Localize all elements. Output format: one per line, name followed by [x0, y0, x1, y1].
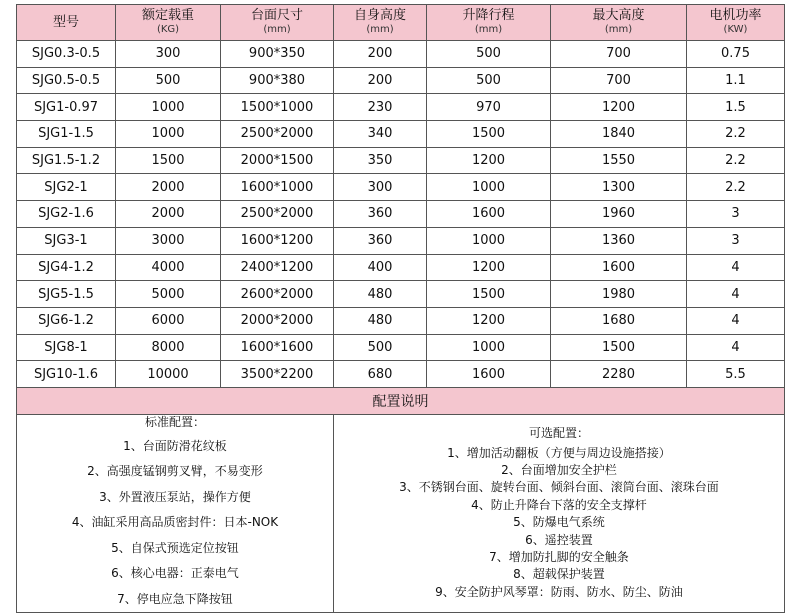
value-cell: 2600*2000 — [221, 281, 334, 308]
value-cell: 1300 — [551, 174, 687, 201]
value-cell: 2.2 — [687, 121, 785, 148]
standard-config-item: 5、自保式预选定位按钮 — [111, 540, 239, 555]
table-row — [17, 41, 785, 68]
value-cell: 700 — [551, 67, 687, 94]
table-row — [17, 121, 785, 148]
spec-table — [16, 4, 785, 613]
header-label: 台面尺寸 — [250, 7, 303, 23]
value-cell: 1550 — [551, 147, 687, 174]
value-cell: 300 — [334, 174, 427, 201]
model-cell: SJG5-1.5 — [17, 281, 116, 308]
value-cell: 2400*1200 — [221, 254, 334, 281]
standard-config-item: 6、核心电器：正泰电气 — [111, 566, 239, 581]
value-cell: 1000 — [116, 94, 221, 121]
header-cell — [116, 5, 221, 41]
value-cell: 4 — [687, 334, 785, 361]
value-cell: 680 — [334, 361, 427, 388]
value-cell: 5000 — [116, 281, 221, 308]
header-cell — [221, 5, 334, 41]
value-cell: 2000*1500 — [221, 147, 334, 174]
value-cell: 1360 — [551, 227, 687, 254]
value-cell: 2500*2000 — [221, 201, 334, 228]
header-unit: (mm) — [474, 23, 503, 35]
standard-config-item: 4、油缸采用高品质密封件：日本-NOK — [71, 515, 279, 530]
model-cell: SJG1-1.5 — [17, 121, 116, 148]
value-cell: 1960 — [551, 201, 687, 228]
value-cell: 1840 — [551, 121, 687, 148]
value-cell: 6000 — [116, 307, 221, 334]
value-cell: 1600*1200 — [221, 227, 334, 254]
header-row — [17, 5, 785, 41]
value-cell: 230 — [334, 94, 427, 121]
value-cell: 1000 — [116, 121, 221, 148]
optional-config — [334, 414, 785, 613]
value-cell: 2500*2000 — [221, 121, 334, 148]
value-cell: 1600 — [427, 201, 551, 228]
value-cell: 8000 — [116, 334, 221, 361]
model-cell: SJG4-1.2 — [17, 254, 116, 281]
model-cell: SJG3-1 — [17, 227, 116, 254]
optional-config-item: 3、不锈钢台面、旋转台面、倾斜台面、滚筒台面、滚珠台面 — [399, 480, 719, 495]
value-cell: 2000 — [116, 174, 221, 201]
value-cell: 1600*1000 — [221, 174, 334, 201]
value-cell: 2000 — [116, 201, 221, 228]
optional-config-item: 6、遥控装置 — [525, 532, 593, 547]
value-cell: 4 — [687, 307, 785, 334]
value-cell: 4 — [687, 254, 785, 281]
value-cell: 0.75 — [687, 41, 785, 68]
header-unit: (mm) — [263, 23, 291, 35]
config-body-row — [17, 414, 785, 613]
table-row — [17, 281, 785, 308]
value-cell: 1600*1600 — [221, 334, 334, 361]
value-cell: 500 — [334, 334, 427, 361]
value-cell: 2280 — [551, 361, 687, 388]
standard-config-title: 标准配置： — [144, 414, 205, 429]
config-section — [17, 387, 785, 612]
value-cell: 400 — [334, 254, 427, 281]
value-cell: 1200 — [427, 147, 551, 174]
header-label: 自身高度 — [353, 7, 406, 23]
value-cell: 1500 — [551, 334, 687, 361]
table-row — [17, 94, 785, 121]
optional-config-item: 2、台面增加安全护栏 — [501, 463, 617, 477]
table-row — [17, 147, 785, 174]
value-cell: 1000 — [427, 174, 551, 201]
value-cell: 4 — [687, 281, 785, 308]
header-label: 额定载重 — [141, 7, 194, 23]
value-cell: 4000 — [116, 254, 221, 281]
value-cell: 10000 — [116, 361, 221, 388]
value-cell: 360 — [334, 227, 427, 254]
value-cell: 350 — [334, 147, 427, 174]
value-cell: 3 — [687, 227, 785, 254]
value-cell: 2000*2000 — [221, 307, 334, 334]
value-cell: 900*380 — [221, 67, 334, 94]
value-cell: 1000 — [427, 227, 551, 254]
value-cell: 700 — [551, 41, 687, 68]
model-cell: SJG6-1.2 — [17, 307, 116, 334]
config-title: 配置说明 — [17, 387, 785, 414]
optional-config-item: 1、增加活动翻板（方便与周边设施搭接） — [447, 445, 671, 460]
table-row — [17, 334, 785, 361]
value-cell: 300 — [116, 41, 221, 68]
value-cell: 1500 — [427, 281, 551, 308]
standard-config — [17, 414, 334, 613]
standard-config-item: 1、台面防滑花纹板 — [123, 438, 227, 453]
standard-config-item: 7、停电应急下降按钮 — [117, 591, 233, 606]
table-header — [17, 5, 785, 41]
header-cell — [334, 5, 427, 41]
header-label: 电机功率 — [709, 7, 762, 23]
value-cell: 1500 — [427, 121, 551, 148]
optional-config-item: 7、增加防扎脚的安全触条 — [489, 549, 629, 564]
value-cell: 1000 — [427, 334, 551, 361]
header-cell — [17, 5, 116, 41]
optional-config-item: 9、安全防护风琴罩：防雨、防水、防尘、防油 — [435, 584, 683, 599]
header-unit: (KG) — [156, 23, 180, 35]
table-row — [17, 67, 785, 94]
model-cell: SJG1-0.97 — [17, 94, 116, 121]
value-cell: 970 — [427, 94, 551, 121]
value-cell: 340 — [334, 121, 427, 148]
value-cell: 1600 — [427, 361, 551, 388]
value-cell: 1500 — [116, 147, 221, 174]
value-cell: 500 — [116, 67, 221, 94]
value-cell: 2.2 — [687, 174, 785, 201]
value-cell: 5.5 — [687, 361, 785, 388]
header-label: 升降行程 — [462, 7, 515, 23]
table-body — [17, 41, 785, 388]
value-cell: 200 — [334, 41, 427, 68]
value-cell: 500 — [427, 41, 551, 68]
model-cell: SJG0.3-0.5 — [17, 41, 116, 68]
model-cell: SJG8-1 — [17, 334, 116, 361]
model-cell: SJG0.5-0.5 — [17, 67, 116, 94]
header-label: 型号 — [52, 14, 79, 30]
header-unit: (mm) — [604, 23, 633, 35]
table-row — [17, 307, 785, 334]
header-label: 最大高度 — [592, 7, 645, 23]
table-row — [17, 361, 785, 388]
header-cell — [687, 5, 785, 41]
value-cell: 1200 — [427, 307, 551, 334]
value-cell: 480 — [334, 307, 427, 334]
table-row — [17, 201, 785, 228]
value-cell: 360 — [334, 201, 427, 228]
value-cell: 500 — [427, 67, 551, 94]
value-cell: 900*350 — [221, 41, 334, 68]
header-cell — [551, 5, 687, 41]
model-cell: SJG10-1.6 — [17, 361, 116, 388]
config-title-row — [17, 387, 785, 414]
model-cell: SJG2-1.6 — [17, 201, 116, 228]
value-cell: 1200 — [427, 254, 551, 281]
header-cell — [427, 5, 551, 41]
value-cell: 1500*1000 — [221, 94, 334, 121]
value-cell: 1680 — [551, 307, 687, 334]
value-cell: 1.5 — [687, 94, 785, 121]
value-cell: 1980 — [551, 281, 687, 308]
value-cell: 480 — [334, 281, 427, 308]
model-cell: SJG1.5-1.2 — [17, 147, 116, 174]
standard-config-item: 2、高强度锰钢剪叉臂，不易变形 — [87, 464, 263, 479]
optional-config-item: 5、防爆电气系统 — [513, 515, 605, 530]
table-row — [17, 254, 785, 281]
standard-config-item: 3、外置液压泵站，操作方便 — [99, 489, 251, 504]
value-cell: 3 — [687, 201, 785, 228]
optional-config-title: 可选配置： — [528, 425, 589, 440]
header-unit: (mm) — [366, 23, 394, 35]
value-cell: 3000 — [116, 227, 221, 254]
header-unit: (KW) — [723, 23, 748, 35]
value-cell: 1200 — [551, 94, 687, 121]
value-cell: 200 — [334, 67, 427, 94]
table-row — [17, 227, 785, 254]
optional-config-item: 4、防止升降台下落的安全支撑杆 — [471, 497, 647, 512]
value-cell: 2.2 — [687, 147, 785, 174]
value-cell: 1600 — [551, 254, 687, 281]
table-row — [17, 174, 785, 201]
optional-config-item: 8、超载保护装置 — [513, 567, 605, 582]
value-cell: 3500*2200 — [221, 361, 334, 388]
value-cell: 1.1 — [687, 67, 785, 94]
model-cell: SJG2-1 — [17, 174, 116, 201]
